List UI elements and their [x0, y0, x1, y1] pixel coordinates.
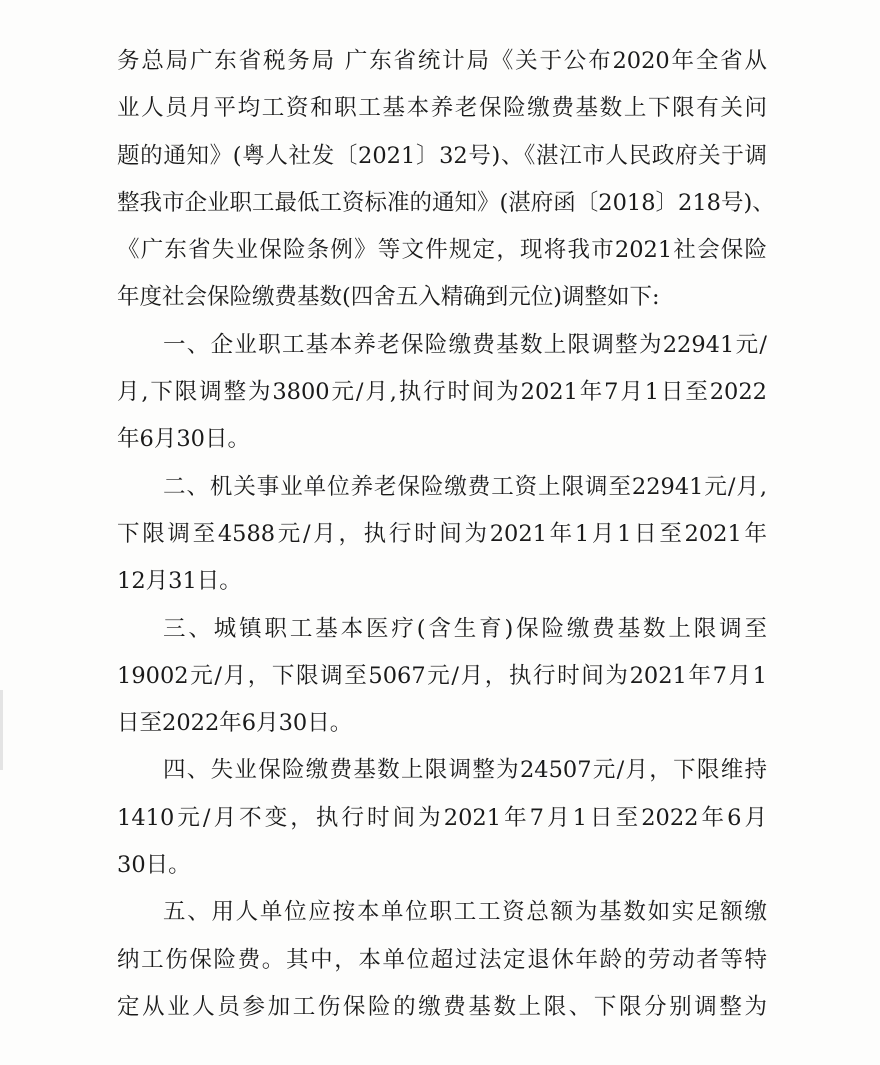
text-line: 下限调至4588元/月，执行时间为2021年1月1日至2021年	[117, 520, 767, 547]
text-line: 四、失业保险缴费基数上限调整为24507元/月，下限维持	[163, 757, 767, 784]
text-line: 日至2022年6月30日。	[117, 710, 353, 737]
text-line: 纳工伤保险费。其中，本单位超过法定退休年龄的劳动者等特	[117, 946, 767, 973]
text-line: 二、机关事业单位养老保险缴费工资上限调至22941元/月,	[163, 473, 767, 500]
text-line: 12月31日。	[117, 568, 242, 595]
text-line: 月,下限调整为3800元/月,执行时间为2021年7月1日至2022	[117, 379, 767, 406]
text-line: 年6月30日。	[117, 426, 250, 453]
text-line: 定从业人员参加工伤保险的缴费基数上限、下限分别调整为	[117, 993, 767, 1020]
text-line: 整我市企业职工最低工资标准的通知》(湛府函〔2018〕218号)、	[117, 189, 775, 216]
document-body	[117, 38, 775, 1031]
text-line: 一、企业职工基本养老保险缴费基数上限调整为22941元/	[163, 331, 767, 358]
text-line: 务总局广东省税务局 广东省统计局《关于公布2020年全省从	[117, 48, 767, 74]
text-line: 年度社会保险缴费基数(四舍五入精确到元位)调整如下:	[117, 284, 660, 311]
text-line: 三、城镇职工基本医疗(含生育)保险缴费基数上限调至	[163, 615, 767, 642]
text-line: 业人员月平均工资和职工基本养老保险缴费基数上下限有关问	[117, 95, 767, 122]
text-line: 五、用人单位应按本单位职工工资总额为基数如实足额缴	[163, 899, 767, 926]
text-line: 1410元/月不变，执行时间为2021年7月1日至2022年6月	[117, 804, 767, 831]
text-line: 《广东省失业保险条例》等文件规定，现将我市2021社会保险	[117, 237, 767, 264]
text-line: 19002元/月，下限调至5067元/月，执行时间为2021年7月1	[117, 662, 767, 689]
text-line: 30日。	[117, 852, 191, 879]
text-line: 题的通知》(粤人社发〔2021〕32号)、《湛江市人民政府关于调	[117, 142, 767, 169]
scan-edge-mark	[0, 690, 3, 770]
